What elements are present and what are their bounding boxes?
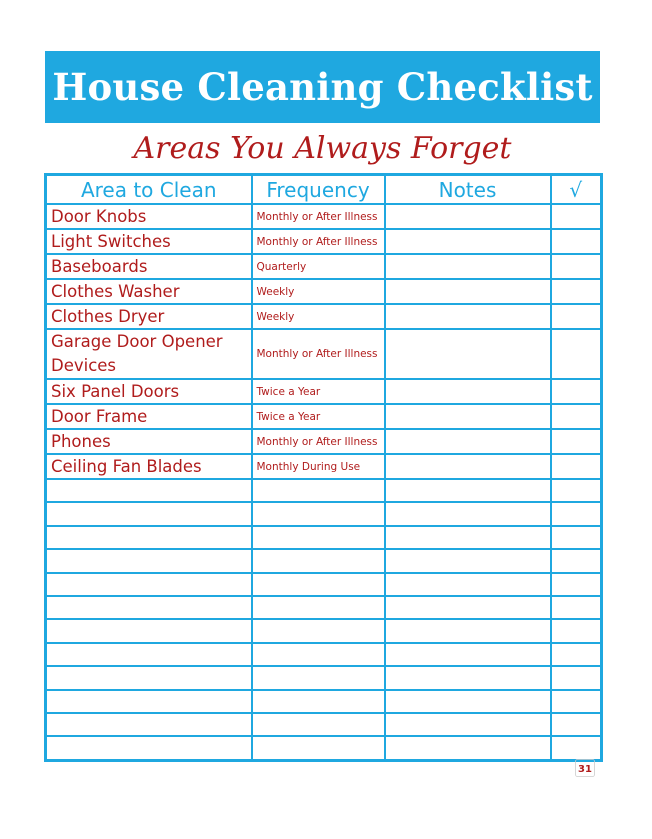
frequency-cell[interactable] [252, 713, 385, 736]
column-header-check: √ [551, 175, 602, 205]
area-cell[interactable] [46, 690, 252, 713]
frequency-cell: Twice a Year [252, 379, 385, 404]
area-cell: Six Panel Doors [46, 379, 252, 404]
column-header-frequency: Frequency [252, 175, 385, 205]
frequency-cell: Monthly or After Illness [252, 329, 385, 379]
frequency-cell[interactable] [252, 690, 385, 713]
table-row [46, 204, 602, 229]
notes-cell[interactable] [385, 713, 551, 736]
notes-cell[interactable] [385, 279, 551, 304]
area-cell[interactable] [46, 549, 252, 572]
frequency-cell: Weekly [252, 279, 385, 304]
check-cell[interactable] [551, 304, 602, 329]
notes-cell[interactable] [385, 502, 551, 525]
check-cell[interactable] [551, 596, 602, 619]
frequency-cell[interactable] [252, 526, 385, 549]
notes-cell[interactable] [385, 379, 551, 404]
frequency-cell: Quarterly [252, 254, 385, 279]
empty-table-row [46, 479, 602, 502]
notes-cell[interactable] [385, 690, 551, 713]
frequency-cell[interactable] [252, 666, 385, 689]
page-subtitle: Areas You Always Forget [133, 130, 512, 166]
area-cell: Clothes Washer [46, 279, 252, 304]
notes-cell[interactable] [385, 429, 551, 454]
check-cell[interactable] [551, 736, 602, 760]
frequency-cell[interactable] [252, 596, 385, 619]
checklist-table [44, 173, 603, 762]
notes-cell[interactable] [385, 619, 551, 642]
frequency-cell[interactable] [252, 736, 385, 760]
frequency-cell: Monthly or After Illness [252, 229, 385, 254]
check-cell[interactable] [551, 204, 602, 229]
logo-graphic [575, 759, 595, 777]
area-cell[interactable] [46, 479, 252, 502]
area-cell: Door Frame [46, 404, 252, 429]
frequency-cell: Monthly During Use [252, 454, 385, 479]
notes-cell[interactable] [385, 596, 551, 619]
area-cell: Ceiling Fan Blades [46, 454, 252, 479]
area-cell: Phones [46, 429, 252, 454]
notes-cell[interactable] [385, 204, 551, 229]
frequency-cell: Twice a Year [252, 404, 385, 429]
area-cell[interactable] [46, 619, 252, 642]
table-row [46, 404, 602, 429]
notes-cell[interactable] [385, 454, 551, 479]
area-cell: Baseboards [46, 254, 252, 279]
notes-cell[interactable] [385, 404, 551, 429]
frequency-cell[interactable] [252, 643, 385, 666]
area-cell[interactable] [46, 666, 252, 689]
check-cell[interactable] [551, 643, 602, 666]
check-cell[interactable] [551, 690, 602, 713]
empty-table-row [46, 573, 602, 596]
frequency-cell[interactable] [252, 549, 385, 572]
check-cell[interactable] [551, 254, 602, 279]
empty-table-row [46, 666, 602, 689]
frequency-cell: Weekly [252, 304, 385, 329]
check-cell[interactable] [551, 279, 602, 304]
frequency-cell: Monthly or After Illness [252, 429, 385, 454]
notes-cell[interactable] [385, 736, 551, 760]
notes-cell[interactable] [385, 643, 551, 666]
area-cell[interactable] [46, 713, 252, 736]
area-cell: Light Switches [46, 229, 252, 254]
area-cell[interactable] [46, 526, 252, 549]
frequency-cell[interactable] [252, 573, 385, 596]
title-banner [45, 51, 600, 123]
empty-table-row [46, 526, 602, 549]
check-cell[interactable] [551, 619, 602, 642]
notes-cell[interactable] [385, 666, 551, 689]
check-cell[interactable] [551, 573, 602, 596]
empty-table-row [46, 596, 602, 619]
check-cell[interactable] [551, 479, 602, 502]
check-cell[interactable] [551, 502, 602, 525]
notes-cell[interactable] [385, 526, 551, 549]
empty-table-row [46, 619, 602, 642]
table-row [46, 429, 602, 454]
notes-cell[interactable] [385, 479, 551, 502]
page-title: House Cleaning Checklist [52, 65, 593, 109]
notes-cell[interactable] [385, 329, 551, 379]
notes-cell[interactable] [385, 549, 551, 572]
notes-cell[interactable] [385, 254, 551, 279]
table-row [46, 304, 602, 329]
frequency-cell: Monthly or After Illness [252, 204, 385, 229]
area-cell[interactable] [46, 502, 252, 525]
area-cell[interactable] [46, 573, 252, 596]
empty-table-row [46, 736, 602, 760]
empty-table-row [46, 502, 602, 525]
table-row [46, 454, 602, 479]
check-cell[interactable] [551, 526, 602, 549]
area-cell: Clothes Dryer [46, 304, 252, 329]
table-row [46, 279, 602, 304]
column-header-notes: Notes [385, 175, 551, 205]
table-row [46, 229, 602, 254]
empty-table-row [46, 643, 602, 666]
empty-table-row [46, 690, 602, 713]
frequency-cell[interactable] [252, 479, 385, 502]
area-cell: Garage Door Opener Devices [46, 329, 252, 379]
check-cell[interactable] [551, 229, 602, 254]
empty-table-row [46, 713, 602, 736]
table-row [46, 379, 602, 404]
frequency-cell[interactable] [252, 619, 385, 642]
column-header-area: Area to Clean [46, 175, 252, 205]
header-row [46, 175, 602, 205]
check-cell[interactable] [551, 713, 602, 736]
area-cell[interactable] [46, 736, 252, 760]
31-days-logo-icon [575, 759, 595, 777]
frequency-cell[interactable] [252, 502, 385, 525]
check-cell[interactable] [551, 666, 602, 689]
table-row [46, 329, 602, 379]
check-cell[interactable] [551, 329, 602, 379]
notes-cell[interactable] [385, 229, 551, 254]
logo-text: 31 [578, 764, 592, 775]
check-cell[interactable] [551, 454, 602, 479]
area-cell: Door Knobs [46, 204, 252, 229]
check-cell[interactable] [551, 379, 602, 404]
notes-cell[interactable] [385, 304, 551, 329]
check-cell[interactable] [551, 429, 602, 454]
empty-table-row [46, 549, 602, 572]
check-cell[interactable] [551, 549, 602, 572]
table-row [46, 254, 602, 279]
area-cell[interactable] [46, 643, 252, 666]
check-cell[interactable] [551, 404, 602, 429]
notes-cell[interactable] [385, 573, 551, 596]
area-cell[interactable] [46, 596, 252, 619]
